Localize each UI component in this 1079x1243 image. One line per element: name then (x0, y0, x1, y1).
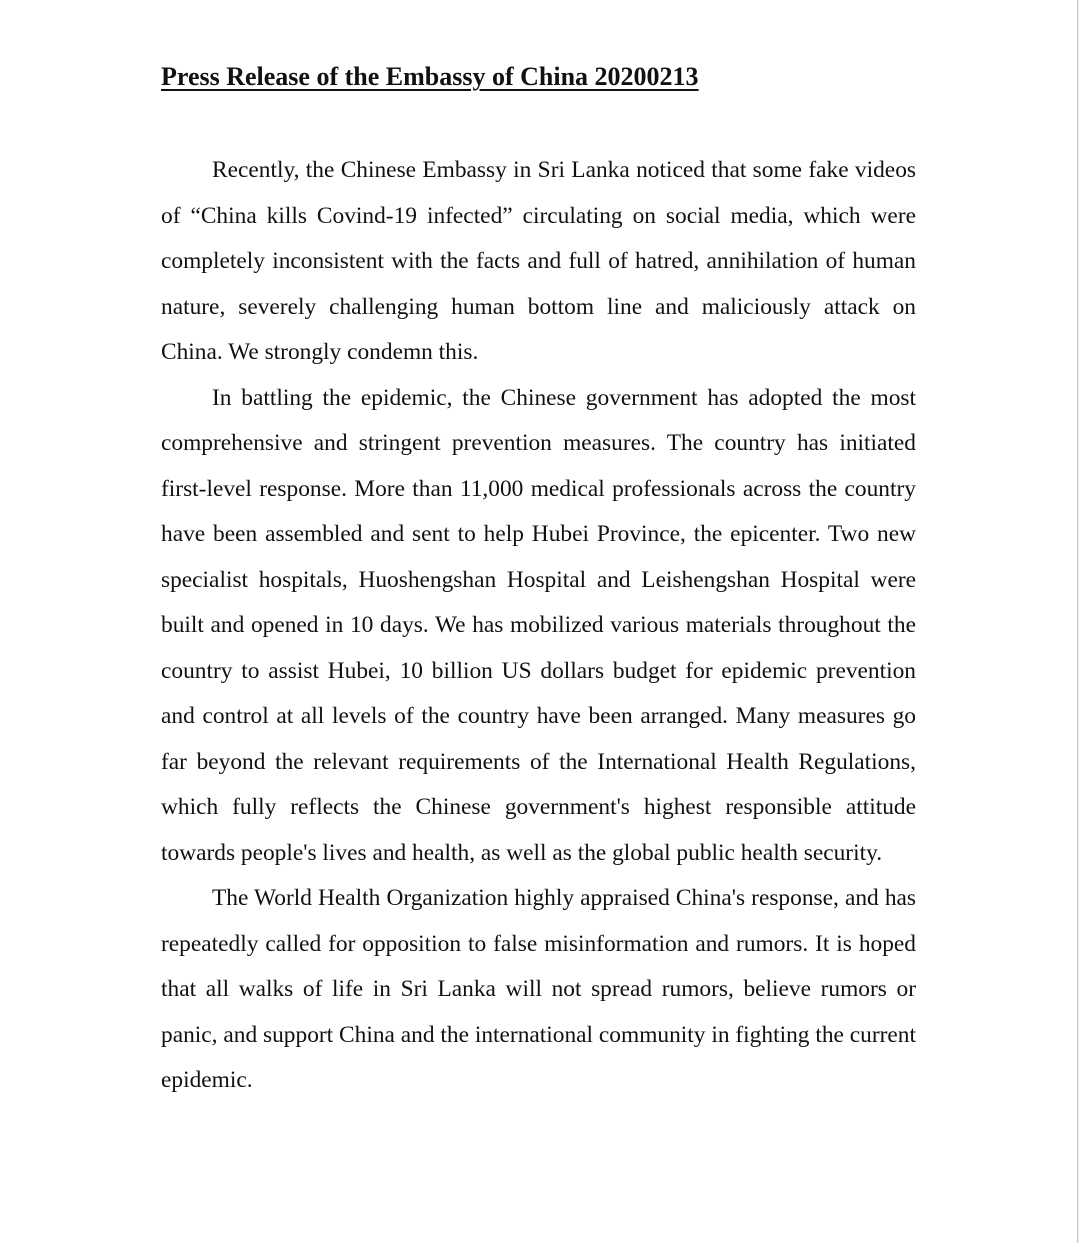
paragraph-fake-videos: Recently, the Chinese Embassy in Sri Lanka noticed that some fake videos of “China kills Covind-19 infected” circulating on social media, which were completely inconsistent with the facts and full of hatred, annihilation of human nature, severely challenging human bottom line and maliciously attack on China. We strongly condemn this. (161, 157, 916, 365)
document-title: Press Release of the Embassy of China 20200213 (161, 62, 699, 91)
document-body (161, 148, 916, 1104)
paragraph-who-appraisal: The World Health Organization highly appraised China's response, and has repeatedly called for opposition to false misinformation and rumors. It is hoped that all walks of life in Sri Lanka will not spread rumors, believe rumors or panic, and support China and the international community in fighting the current epidemic. (161, 885, 916, 1093)
paragraph-epidemic-measures: In battling the epidemic, the Chinese government has adopted the most comprehensive and stringent prevention measures. The country has initiated first-level response. More than 11,000 medical professionals across the country have been assembled and sent to help Hubei Province, the epicenter. Two new specialist hospitals, Huoshengshan Hospital and Leishengshan Hospital were built and opened in 10 days. We has mobilized various materials throughout the country to assist Hubei, 10 billion US dollars budget for epidemic prevention and control at all levels of the country have been arranged. Many measures go far beyond the relevant requirements of the International Health Regulations, which fully reflects the Chinese government's highest responsible attitude towards people's lives and health, as well as the global public health security. (161, 384, 916, 866)
document-page (161, 58, 916, 1104)
